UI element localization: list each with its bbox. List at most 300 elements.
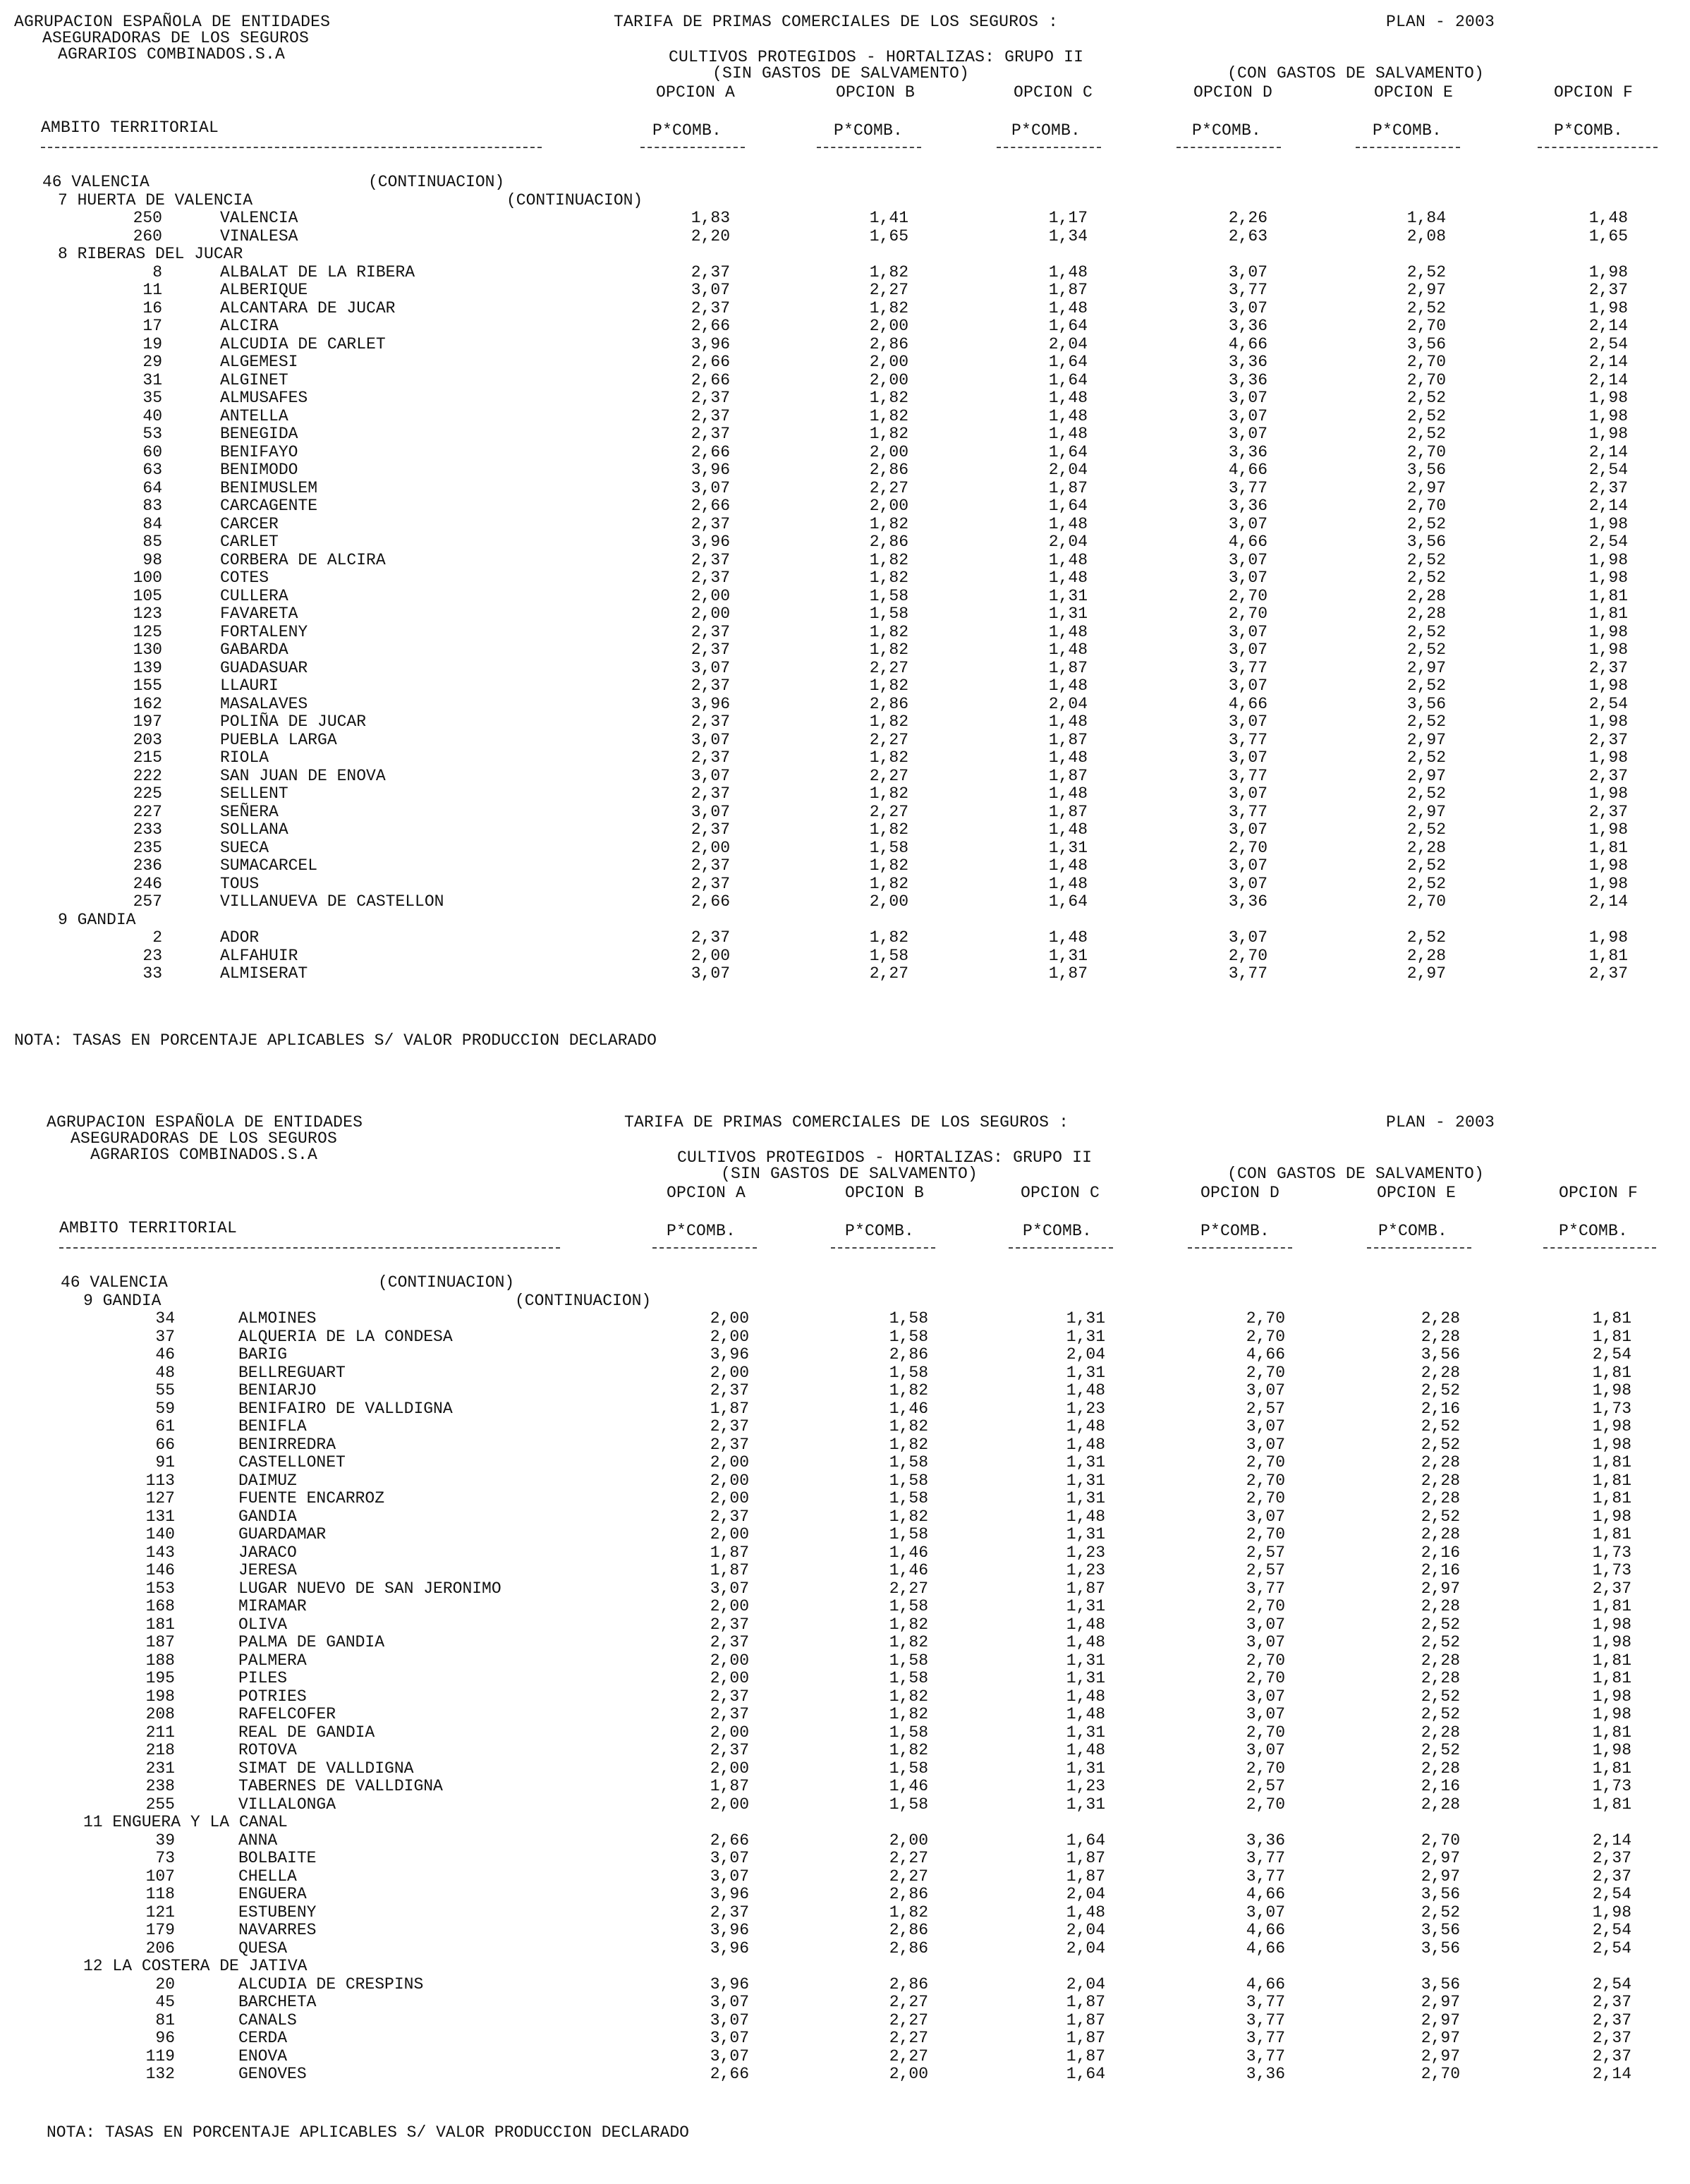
municipality-name: ALGINET — [220, 370, 288, 389]
province-header-row — [0, 1274, 1690, 1292]
rate-option-d: 3,07 — [1246, 1615, 1285, 1634]
rate-option-c: 1,31 — [1066, 1471, 1105, 1490]
rate-option-f: 1,81 — [1592, 1327, 1631, 1346]
municipality-name: PALMERA — [238, 1651, 307, 1670]
rate-option-c: 1,23 — [1066, 1543, 1105, 1562]
rate-option-c: 1,48 — [1048, 262, 1088, 281]
comarca-header-row — [0, 1292, 1690, 1311]
table-row — [0, 281, 1690, 300]
rate-option-c: 1,31 — [1048, 605, 1088, 623]
table-row — [0, 732, 1690, 750]
table-row — [0, 2030, 1690, 2048]
rate-option-f: 1,98 — [1588, 677, 1628, 695]
rate-option-f: 1,98 — [1592, 1903, 1631, 1922]
rate-option-f: 1,98 — [1592, 1381, 1631, 1400]
rate-option-d: 2,70 — [1228, 838, 1268, 857]
rate-option-f: 1,98 — [1588, 425, 1628, 443]
rate-option-b: 1,82 — [889, 1687, 928, 1706]
municipality-name: PUEBLA LARGA — [220, 730, 337, 749]
municipality-name: ALGEMESI — [220, 353, 298, 371]
municipality-code: 60 — [142, 442, 162, 461]
rate-option-b: 1,82 — [889, 1705, 928, 1723]
rate-option-e: 2,52 — [1406, 677, 1446, 695]
municipality-code: 45 — [155, 1993, 175, 2011]
rate-option-e: 2,97 — [1406, 802, 1446, 821]
rate-option-d: 3,07 — [1228, 425, 1268, 443]
table-row — [0, 1616, 1690, 1634]
rate-option-c: 1,48 — [1048, 928, 1088, 947]
rate-option-b: 2,86 — [889, 1345, 928, 1364]
rate-option-e: 2,28 — [1421, 1471, 1460, 1490]
header-rule — [817, 147, 921, 148]
rate-option-e: 2,52 — [1406, 569, 1446, 587]
rate-option-d: 2,57 — [1246, 1777, 1285, 1795]
municipality-name: MASALAVES — [220, 694, 308, 713]
rate-option-b: 1,58 — [889, 1795, 928, 1814]
rate-option-e: 2,70 — [1406, 497, 1446, 515]
municipality-name: REAL DE GANDIA — [238, 1723, 375, 1742]
rate-option-b: 1,82 — [889, 1903, 928, 1922]
col-header-d: P*COMB. — [1192, 121, 1262, 140]
rate-option-d: 2,70 — [1246, 1669, 1285, 1687]
sin-gastos-label: (SIN GASTOS DE SALVAMENTO) — [712, 64, 970, 83]
table-row — [0, 1526, 1690, 1544]
rate-option-a: 2,00 — [710, 1795, 749, 1814]
rate-option-d: 2,26 — [1228, 209, 1268, 227]
rate-option-c: 1,48 — [1066, 1903, 1105, 1922]
rate-option-d: 3,36 — [1228, 497, 1268, 515]
rate-option-f: 1,81 — [1592, 1471, 1631, 1490]
table-row — [0, 785, 1690, 803]
rate-option-c: 1,64 — [1048, 497, 1088, 515]
municipality-name: ENGUERA — [238, 1885, 307, 1903]
rate-option-a: 2,37 — [710, 1705, 749, 1723]
col-header-a: P*COMB. — [652, 121, 722, 140]
municipality-code: 222 — [133, 766, 162, 785]
rate-option-a: 2,37 — [691, 712, 730, 731]
rate-option-e: 2,28 — [1421, 1489, 1460, 1507]
header-rule — [41, 147, 542, 148]
rate-option-e: 2,28 — [1406, 586, 1446, 605]
rate-option-b: 2,27 — [889, 2029, 928, 2047]
rate-option-d: 3,77 — [1246, 2029, 1285, 2047]
municipality-name: SEÑERA — [220, 802, 279, 821]
rate-option-b: 2,86 — [889, 1974, 928, 1994]
rate-option-a: 3,07 — [710, 1849, 749, 1867]
rate-option-a: 3,96 — [710, 1939, 749, 1958]
rate-option-e: 2,52 — [1421, 1705, 1460, 1723]
header-rule — [59, 1247, 560, 1249]
municipality-name: ROTOVA — [238, 1741, 297, 1759]
rate-option-d: 3,07 — [1246, 1741, 1285, 1759]
rate-option-e: 2,97 — [1421, 2010, 1460, 2030]
rate-option-f: 1,73 — [1592, 1777, 1631, 1795]
rate-option-d: 3,07 — [1246, 1507, 1285, 1526]
rate-option-b: 1,46 — [889, 1561, 928, 1579]
table-row — [0, 497, 1690, 516]
municipality-code: 39 — [155, 1831, 175, 1850]
municipality-code: 105 — [133, 586, 162, 605]
rate-option-e: 2,28 — [1421, 1795, 1460, 1814]
rate-option-f: 1,98 — [1588, 712, 1628, 731]
rate-option-d: 2,57 — [1246, 1543, 1285, 1562]
municipality-code: 146 — [145, 1561, 175, 1579]
table-row — [0, 1580, 1690, 1598]
municipality-code: 91 — [155, 1453, 175, 1472]
rate-option-d: 4,66 — [1246, 1921, 1285, 1939]
rate-option-d: 4,66 — [1228, 533, 1268, 551]
municipality-name: QUESA — [238, 1939, 288, 1958]
table-row — [0, 749, 1690, 768]
table-row — [0, 1652, 1690, 1670]
rate-option-a: 2,37 — [691, 928, 730, 947]
col-header-d: P*COMB. — [1200, 1222, 1270, 1240]
rate-option-c: 1,87 — [1066, 1993, 1105, 2011]
rate-option-b: 2,00 — [869, 370, 908, 389]
rate-option-f: 1,98 — [1588, 622, 1628, 641]
rate-option-c: 1,31 — [1048, 838, 1088, 857]
rate-option-b: 2,27 — [869, 802, 908, 821]
header-rule — [1356, 147, 1460, 148]
rate-option-d: 3,07 — [1246, 1381, 1285, 1400]
rate-option-b: 1,82 — [889, 1507, 928, 1526]
rate-option-d: 3,77 — [1228, 281, 1268, 299]
rate-option-e: 2,70 — [1421, 1831, 1460, 1850]
rate-option-f: 2,54 — [1588, 533, 1628, 551]
rate-option-e: 2,52 — [1406, 262, 1446, 281]
rate-option-a: 2,37 — [691, 514, 730, 533]
rate-option-d: 3,07 — [1246, 1435, 1285, 1454]
municipality-name: JERESA — [238, 1561, 297, 1579]
rate-option-a: 2,00 — [710, 1309, 749, 1328]
rate-option-a: 2,00 — [691, 605, 730, 623]
table-row — [0, 425, 1690, 444]
rate-option-f: 2,37 — [1592, 1849, 1631, 1867]
rate-option-c: 1,64 — [1048, 317, 1088, 335]
rate-option-f: 2,14 — [1588, 442, 1628, 461]
rate-option-a: 3,96 — [710, 1885, 749, 1903]
municipality-code: 83 — [142, 497, 162, 515]
rate-option-e: 2,97 — [1406, 964, 1446, 983]
rate-option-e: 2,52 — [1406, 425, 1446, 443]
org-line-1: AGRUPACION ESPAÑOLA DE ENTIDADES — [14, 13, 331, 31]
rate-option-e: 2,97 — [1421, 1993, 1460, 2011]
rate-option-e: 2,70 — [1421, 2065, 1460, 2083]
rate-option-c: 1,48 — [1066, 1417, 1105, 1436]
rate-option-f: 2,54 — [1592, 1345, 1631, 1364]
rate-option-a: 3,07 — [710, 1867, 749, 1886]
rate-option-b: 1,82 — [889, 1615, 928, 1634]
rate-option-c: 1,48 — [1066, 1615, 1105, 1634]
continuation-label: (CONTINUACION) — [368, 173, 505, 191]
rate-option-a: 3,07 — [710, 2010, 749, 2030]
rate-option-c: 1,31 — [1066, 1597, 1105, 1615]
municipality-code: 155 — [133, 677, 162, 695]
rate-option-d: 3,07 — [1228, 856, 1268, 875]
rate-option-c: 1,48 — [1048, 856, 1088, 875]
header-rule — [831, 1247, 935, 1249]
rate-option-a: 2,66 — [710, 2065, 749, 2083]
rate-option-f: 1,81 — [1592, 1795, 1631, 1814]
rate-option-b: 1,58 — [889, 1723, 928, 1742]
municipality-name: COTES — [220, 569, 269, 587]
rate-option-d: 3,07 — [1228, 550, 1268, 569]
municipality-code: 181 — [145, 1615, 175, 1634]
rate-option-c: 1,23 — [1066, 1561, 1105, 1579]
rate-option-f: 2,54 — [1592, 1974, 1631, 1994]
rate-option-e: 2,52 — [1406, 928, 1446, 947]
rate-option-a: 3,96 — [710, 1345, 749, 1364]
rate-option-c: 2,04 — [1066, 1974, 1105, 1994]
rate-option-f: 1,81 — [1588, 838, 1628, 857]
municipality-code: 238 — [145, 1777, 175, 1795]
rate-option-c: 1,87 — [1048, 802, 1088, 821]
rate-option-f: 2,54 — [1592, 1939, 1631, 1958]
municipality-name: CARLET — [220, 533, 279, 551]
table-row — [0, 2012, 1690, 2030]
rate-option-c: 1,48 — [1048, 677, 1088, 695]
rate-option-f: 2,14 — [1588, 317, 1628, 335]
rate-option-b: 2,00 — [869, 892, 908, 911]
col-header-c: P*COMB. — [1011, 121, 1081, 140]
rate-option-e: 2,70 — [1406, 353, 1446, 371]
municipality-code: 121 — [145, 1903, 175, 1922]
comarca-name: 9 GANDIA — [58, 910, 136, 929]
municipality-name: SUMACARCEL — [220, 856, 318, 875]
rate-option-f: 1,98 — [1592, 1741, 1631, 1759]
comarca-header-row — [0, 911, 1690, 930]
rate-option-f: 1,81 — [1588, 586, 1628, 605]
comarca-name: 9 GANDIA — [83, 1291, 162, 1310]
rate-option-b: 1,82 — [869, 856, 908, 875]
rate-option-d: 3,77 — [1228, 658, 1268, 677]
rate-option-f: 1,81 — [1592, 1669, 1631, 1687]
rate-option-b: 1,58 — [889, 1759, 928, 1778]
rate-option-a: 1,83 — [691, 209, 730, 227]
rate-option-f: 2,37 — [1588, 478, 1628, 497]
rate-option-a: 2,00 — [691, 838, 730, 857]
rate-option-c: 2,04 — [1066, 1885, 1105, 1903]
municipality-name: BENEGIDA — [220, 425, 298, 443]
municipality-code: 236 — [133, 856, 162, 875]
continuation-label: (CONTINUACION) — [506, 190, 643, 210]
rate-option-a: 2,66 — [691, 892, 730, 911]
table-row — [0, 372, 1690, 390]
table-row — [0, 1562, 1690, 1580]
rate-option-b: 1,58 — [889, 1651, 928, 1670]
municipality-code: 2 — [152, 928, 162, 947]
municipality-name: ESTUBENY — [238, 1903, 317, 1922]
rate-option-b: 2,27 — [889, 1849, 928, 1867]
rate-option-e: 2,52 — [1421, 1381, 1460, 1400]
rate-option-d: 2,57 — [1246, 1561, 1285, 1579]
municipality-code: 37 — [155, 1327, 175, 1346]
rate-option-d: 3,36 — [1228, 317, 1268, 335]
municipality-name: VALENCIA — [220, 209, 298, 227]
rate-option-d: 3,07 — [1228, 298, 1268, 317]
rate-option-f: 2,37 — [1592, 1867, 1631, 1886]
table-row — [0, 264, 1690, 282]
rate-option-f: 2,37 — [1588, 766, 1628, 785]
table-row — [0, 1364, 1690, 1383]
rate-option-c: 1,48 — [1048, 514, 1088, 533]
rate-option-c: 1,48 — [1066, 1687, 1105, 1706]
comarca-header-row — [0, 1958, 1690, 1976]
rate-option-a: 3,07 — [691, 281, 730, 299]
rate-option-f: 2,37 — [1592, 2046, 1631, 2065]
rate-option-d: 3,07 — [1228, 677, 1268, 695]
rate-option-a: 2,00 — [710, 1327, 749, 1346]
rate-option-d: 3,36 — [1246, 2065, 1285, 2083]
rate-option-f: 1,73 — [1592, 1561, 1631, 1579]
table-row — [0, 947, 1690, 966]
rate-option-c: 1,64 — [1048, 353, 1088, 371]
municipality-code: 96 — [155, 2029, 175, 2047]
rate-option-e: 2,28 — [1421, 1525, 1460, 1543]
rate-option-d: 3,07 — [1228, 569, 1268, 587]
municipality-name: GUARDAMAR — [238, 1525, 327, 1543]
rate-option-d: 3,77 — [1246, 2046, 1285, 2065]
tariff-title: TARIFA DE PRIMAS COMERCIALES DE LOS SEGUROS : — [624, 1113, 1069, 1132]
rate-option-f: 1,98 — [1588, 514, 1628, 533]
rate-option-b: 1,82 — [869, 389, 908, 407]
rate-option-c: 1,64 — [1048, 370, 1088, 389]
table-row — [0, 1904, 1690, 1922]
municipality-name: BARCHETA — [238, 1993, 317, 2011]
crop-subtitle: CULTIVOS PROTEGIDOS - HORTALIZAS: GRUPO II — [669, 48, 1084, 66]
rate-option-a: 2,37 — [691, 820, 730, 839]
header-rule — [1177, 147, 1281, 148]
rate-option-c: 1,31 — [1066, 1327, 1105, 1346]
rate-option-f: 1,48 — [1588, 209, 1628, 227]
rate-option-e: 2,28 — [1421, 1363, 1460, 1382]
rate-option-b: 1,82 — [869, 641, 908, 659]
rate-option-e: 2,28 — [1421, 1453, 1460, 1472]
municipality-name: CARCAGENTE — [220, 497, 318, 515]
rate-option-a: 2,37 — [691, 677, 730, 695]
rate-option-e: 2,52 — [1406, 406, 1446, 425]
table-row — [0, 768, 1690, 786]
municipality-name: SELLENT — [220, 784, 288, 803]
rate-option-a: 3,07 — [691, 478, 730, 497]
rate-option-a: 2,66 — [710, 1831, 749, 1850]
municipality-code: 162 — [133, 694, 162, 713]
municipality-name: VILLALONGA — [238, 1795, 336, 1814]
option-f-header: OPCION F — [1554, 83, 1634, 102]
rate-option-a: 2,37 — [710, 1615, 749, 1634]
rate-option-a: 2,00 — [710, 1363, 749, 1382]
rate-option-e: 2,28 — [1421, 1759, 1460, 1778]
rate-option-c: 1,23 — [1066, 1777, 1105, 1795]
rate-option-a: 2,00 — [710, 1651, 749, 1670]
rate-option-f: 1,81 — [1592, 1309, 1631, 1328]
rate-option-f: 2,37 — [1588, 658, 1628, 677]
con-gastos-label: (CON GASTOS DE SALVAMENTO) — [1227, 1165, 1485, 1183]
rate-option-b: 1,58 — [889, 1453, 928, 1472]
municipality-code: 187 — [145, 1633, 175, 1651]
table-row — [0, 533, 1690, 552]
rate-option-b: 1,82 — [869, 928, 908, 947]
rate-option-c: 1,87 — [1048, 964, 1088, 983]
table-row — [0, 588, 1690, 606]
rate-option-f: 2,37 — [1588, 281, 1628, 299]
rate-option-c: 2,04 — [1066, 1939, 1105, 1958]
table-row — [0, 605, 1690, 624]
municipality-code: 84 — [142, 514, 162, 533]
municipality-code: 140 — [145, 1525, 175, 1543]
rate-option-b: 1,58 — [889, 1669, 928, 1687]
rate-option-f: 1,98 — [1592, 1507, 1631, 1526]
rate-option-d: 4,66 — [1246, 1939, 1285, 1958]
municipality-name: RIOLA — [220, 748, 269, 767]
rate-option-d: 4,66 — [1246, 1345, 1285, 1364]
rate-option-a: 2,37 — [710, 1633, 749, 1651]
rate-option-a: 2,37 — [691, 569, 730, 587]
rate-option-e: 3,56 — [1421, 1345, 1460, 1364]
rate-option-f: 1,98 — [1588, 874, 1628, 893]
rate-option-b: 1,82 — [889, 1435, 928, 1454]
rate-option-d: 3,07 — [1246, 1417, 1285, 1436]
rate-option-e: 2,28 — [1406, 838, 1446, 857]
table-row — [0, 210, 1690, 228]
municipality-name: ALBALAT DE LA RIBERA — [220, 262, 415, 281]
municipality-name: BELLREGUART — [238, 1363, 346, 1382]
rate-option-e: 3,56 — [1421, 1974, 1460, 1994]
municipality-code: 198 — [145, 1687, 175, 1706]
rate-option-d: 2,70 — [1246, 1489, 1285, 1507]
rate-option-e: 2,52 — [1406, 550, 1446, 569]
option-f-header: OPCION F — [1559, 1184, 1639, 1202]
rate-option-b: 1,82 — [869, 677, 908, 695]
municipality-name: BENIFAIRO DE VALLDIGNA — [238, 1399, 453, 1418]
municipality-name: VILLANUEVA DE CASTELLON — [220, 892, 444, 911]
rate-option-d: 3,07 — [1228, 874, 1268, 893]
rate-option-e: 2,97 — [1421, 1579, 1460, 1598]
rate-option-a: 2,00 — [691, 586, 730, 605]
rate-option-c: 1,31 — [1066, 1489, 1105, 1507]
rate-option-a: 2,66 — [691, 353, 730, 371]
rate-option-b: 2,27 — [889, 2010, 928, 2030]
rate-option-d: 4,66 — [1246, 1885, 1285, 1903]
rate-option-b: 1,58 — [889, 1597, 928, 1615]
table-row — [0, 1436, 1690, 1455]
rate-option-f: 1,98 — [1588, 550, 1628, 569]
header-rule — [652, 1247, 757, 1249]
rate-option-e: 3,56 — [1406, 694, 1446, 713]
municipality-name: SOLLANA — [220, 820, 288, 839]
rate-option-c: 1,31 — [1066, 1309, 1105, 1328]
rate-option-f: 1,81 — [1592, 1453, 1631, 1472]
col-header-c: P*COMB. — [1023, 1222, 1093, 1240]
col-header-b: P*COMB. — [845, 1222, 915, 1240]
rate-option-f: 1,98 — [1588, 262, 1628, 281]
rate-option-c: 1,87 — [1066, 1867, 1105, 1886]
municipality-code: 139 — [133, 658, 162, 677]
municipality-name: BENIARJO — [238, 1381, 317, 1400]
rate-option-a: 3,07 — [691, 766, 730, 785]
municipality-name: BENIRREDRA — [238, 1435, 336, 1454]
rate-option-d: 2,57 — [1246, 1399, 1285, 1418]
rate-option-b: 1,65 — [869, 226, 908, 245]
municipality-name: OLIVA — [238, 1615, 288, 1634]
table-row — [0, 2065, 1690, 2084]
municipality-code: 17 — [142, 317, 162, 335]
table-row — [0, 1598, 1690, 1616]
rate-option-d: 3,07 — [1228, 622, 1268, 641]
municipality-code: 46 — [155, 1345, 175, 1364]
ambito-territorial-label: AMBITO TERRITORIAL — [59, 1219, 238, 1237]
option-d-header: OPCION D — [1200, 1184, 1280, 1202]
